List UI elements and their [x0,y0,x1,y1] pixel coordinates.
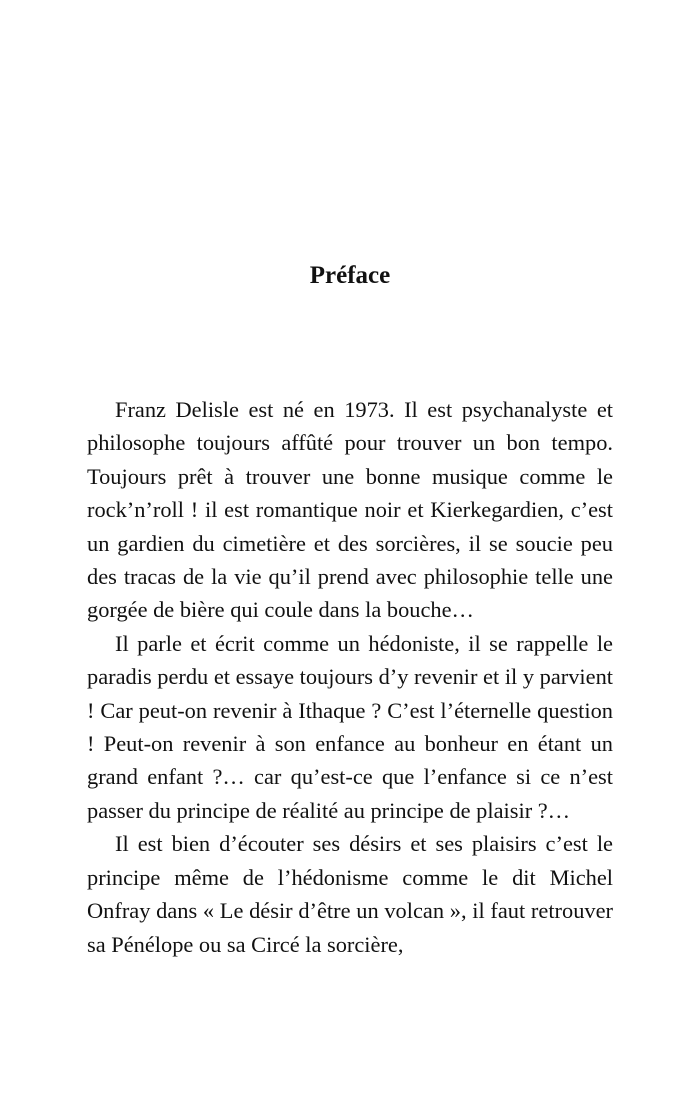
paragraph-2: Il parle et écrit comme un hédoniste, il se rappelle le paradis perdu et essaye toujours d’y revenir et il y parvient ! Car peut-on revenir à Ithaque ? C’est l’éternelle question ! Peut-on revenir à son enfance au bonheur en étant un grand enfant ?… car qu’est-ce que l’enfance si ce n’est passer du principe de réalité au principe de plaisir ?… [87,630,614,823]
preface-body [87,393,613,961]
paragraph-1: Franz Delisle est né en 1973. Il est psychanalyste et philosophe toujours affûté pour trouver un bon tempo. Toujours prêt à trouver une bonne musique comme le rock’n’roll ! il est romantique noir et Kierkegardien, c’est un gardien du cimetière et des sorcières, il se soucie peu des tracas de la vie qu’il prend avec philosophie telle une gorgée de bière qui coule dans la bouche… [87,397,613,623]
paragraph-3: Il est bien d’écouter ses désirs et ses plaisirs c’est le principe même de l’hédonisme comme le dit Michel Onfray dans « Le désir d’être un volcan », il faut retrouver sa Pénélope ou sa Circé la sorcière, [87,831,613,957]
chapter-title: Préface [309,262,391,289]
